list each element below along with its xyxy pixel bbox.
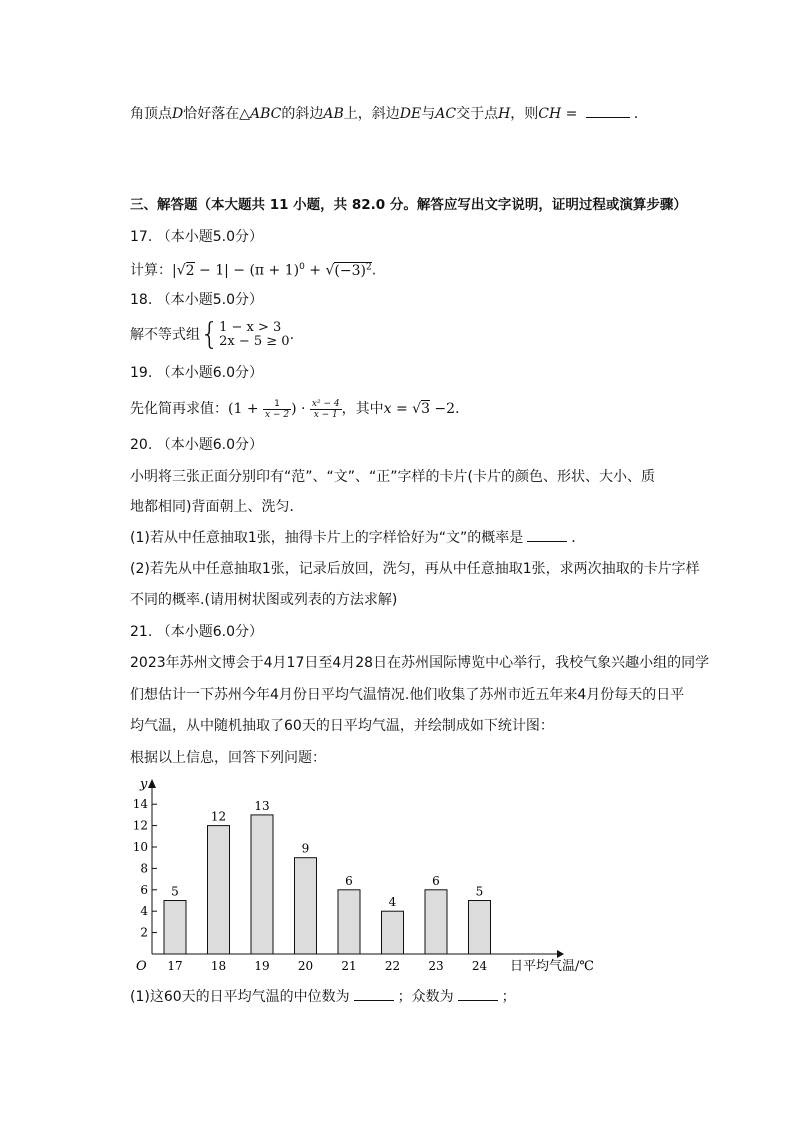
x-axis-label: 日平均气温/℃ (510, 959, 594, 974)
text: 角顶点 (130, 106, 172, 122)
y-tick-label: 2 (140, 925, 148, 940)
text: 恰好落在 (183, 106, 240, 122)
q20-part-2-a: (2)若先从中任意抽取1张，记录后放回，洗匀，再从中任意抽取1张，求两次抽取的卡片字样 (130, 561, 700, 577)
var-H: H (498, 106, 511, 122)
var-x: x (383, 401, 392, 417)
bar-value-label: 13 (254, 798, 270, 813)
answer-blank-mode[interactable] (458, 986, 498, 1001)
y-tick-label: 4 (140, 904, 148, 919)
denominator: x − 2 (265, 409, 290, 420)
question-number: 18. (130, 292, 153, 308)
bar-value-label: 4 (388, 895, 397, 910)
text: 与 (421, 106, 436, 122)
exponent: 0 (299, 262, 305, 272)
bar (208, 826, 230, 954)
text: 交于点 (456, 106, 499, 122)
text: ，其中 (341, 401, 384, 417)
q21-text-2: 们想估计一下苏州今年4月份日平均气温情况.他们收集了苏州市近五年来4月份每天的日平 (130, 687, 685, 703)
q21-header (130, 622, 263, 642)
bar-chart (120, 772, 640, 982)
bar (338, 890, 360, 954)
inequality-system (219, 321, 289, 349)
q21-text-1: 2023年苏州文博会于4月17日至4月28日在苏州国际博览中心举行，我校气象兴趣小组的同学 (130, 655, 710, 671)
x-tick-label: 19 (254, 959, 270, 973)
bar (425, 890, 447, 954)
q16-tail (130, 103, 648, 124)
fraction-2 (310, 399, 342, 420)
expr-part: − 1| − (π + 1) (194, 262, 300, 279)
brace-icon: { (200, 317, 220, 352)
label: 先化简再求值： (130, 401, 228, 417)
period: . (289, 327, 295, 343)
x-tick-label: 18 (210, 959, 227, 973)
question-number: 21. (130, 624, 153, 640)
q17-expression (130, 257, 376, 281)
numerator: 1 (263, 399, 291, 410)
q18-header (130, 290, 263, 310)
x-tick-label: 21 (341, 959, 357, 973)
y-tick-label: 14 (132, 797, 148, 812)
var-D: D (172, 106, 184, 122)
q21-text-3: 均气温，从中随机抽取了60天的日平均气温，并绘制成如下统计图： (130, 718, 554, 734)
text: ； (501, 989, 516, 1005)
bar (382, 911, 404, 954)
var-ABC: ABC (250, 106, 282, 122)
equals: = (391, 401, 413, 417)
radicand-text: (−3) (334, 262, 366, 279)
question-number: 17. (130, 229, 153, 245)
q20-text-1: 小明将三张正面分别印有“范”、“文”、“正”字样的卡片(卡片的颜色、形状、大小、质 (130, 469, 655, 485)
bar-value-label: 9 (301, 841, 310, 856)
sqrt-sign: √ (412, 401, 422, 417)
question-score: （本小题5.0分） (156, 229, 263, 245)
text: 的斜边 (281, 106, 324, 122)
exponent: 2 (365, 262, 372, 272)
x-tick-label: 24 (471, 959, 488, 973)
var-AB: AB (323, 106, 344, 122)
var-DE: DE (399, 106, 422, 122)
q20-part-2-b: 不同的概率.(请用树状图或列表的方法求解) (130, 592, 398, 608)
q19-header (130, 363, 263, 383)
var-CH: CH (538, 106, 562, 122)
expr-part: ) (291, 401, 297, 417)
bar-value-label: 5 (171, 884, 179, 899)
q18-system (130, 318, 294, 352)
bar-value-label: 12 (210, 809, 227, 824)
question-score: （本小题6.0分） (156, 437, 263, 453)
period: ． (633, 106, 648, 122)
origin-label: O (136, 959, 147, 974)
period: . (371, 262, 377, 279)
triangle-symbol: △ (239, 106, 251, 122)
sqrt-sign: √ (325, 262, 335, 279)
question-score: （本小题6.0分） (156, 365, 263, 381)
y-tick-label: 6 (140, 882, 148, 897)
answer-blank-median[interactable] (354, 986, 394, 1001)
label: 计算： (130, 262, 172, 279)
question-score: （本小题6.0分） (156, 624, 263, 640)
text: (1)若从中任意抽取1张，抽得卡片上的字样恰好为“文”的概率是 (130, 530, 524, 546)
question-score: （本小题5.0分） (156, 292, 263, 308)
inequality-2: 2x − 5 ≥ 0 (219, 334, 290, 349)
section-heading: 三、解答题（本大题共 11 小题，共 82.0 分。解答应写出文字说明，证明过程或演算步骤） (130, 197, 687, 213)
abs-bar: | (172, 262, 177, 279)
q20-part-1 (130, 527, 585, 548)
bar-value-label: 6 (345, 873, 353, 888)
q21-text-4: 根据以上信息，回答下列问题： (130, 750, 326, 766)
radicand: 3 (421, 401, 430, 417)
dot-operator: · (296, 401, 310, 417)
y-tick-label: 8 (140, 861, 148, 876)
text: 上，斜边 (343, 106, 400, 122)
bar (164, 901, 186, 955)
q17-header (130, 227, 263, 247)
x-tick-label: 22 (384, 959, 401, 973)
text: ；众数为 (397, 989, 454, 1005)
y-tick-label: 12 (132, 818, 148, 833)
radicand (334, 262, 371, 279)
bar (295, 858, 317, 954)
bar (251, 815, 273, 954)
denominator: x − 1 (313, 409, 338, 420)
question-number: 20. (130, 437, 153, 453)
x-tick-label: 20 (297, 959, 314, 973)
x-axis-arrow (557, 950, 564, 958)
label: 解不等式组 (130, 327, 200, 343)
text: (1)这60天的日平均气温的中位数为 (130, 989, 350, 1005)
y-tick-label: 10 (132, 840, 148, 854)
expr-part: (1 + (228, 401, 263, 417)
x-tick-label: 23 (428, 959, 444, 973)
bar-value-label: 5 (475, 884, 484, 899)
text: ，则 (510, 106, 539, 122)
expr-part: −2． (429, 401, 470, 417)
fraction-1 (263, 399, 291, 420)
numerator: x² − 4 (311, 398, 340, 409)
q21-part-1 (130, 986, 516, 1007)
answer-blank[interactable] (527, 527, 567, 542)
bar-value-label: 6 (432, 873, 440, 888)
radicand: 2 (185, 262, 195, 279)
question-number: 19. (130, 365, 153, 381)
q20-header (130, 435, 263, 455)
y-axis-arrow (148, 779, 156, 788)
q19-expression (130, 395, 469, 423)
inequality-1: 1 − x > 3 (219, 320, 282, 335)
answer-blank[interactable] (586, 103, 630, 118)
expr-part: + (304, 262, 326, 279)
x-tick-label: 17 (167, 959, 183, 973)
equals: = (561, 106, 582, 122)
y-axis-label: y (140, 777, 148, 792)
var-AC: AC (435, 106, 457, 122)
bar (469, 901, 491, 955)
q20-text-2: 地都相同)背面朝上、洗匀． (130, 499, 304, 515)
sqrt-sign: √ (176, 262, 186, 279)
period: ． (571, 530, 586, 546)
